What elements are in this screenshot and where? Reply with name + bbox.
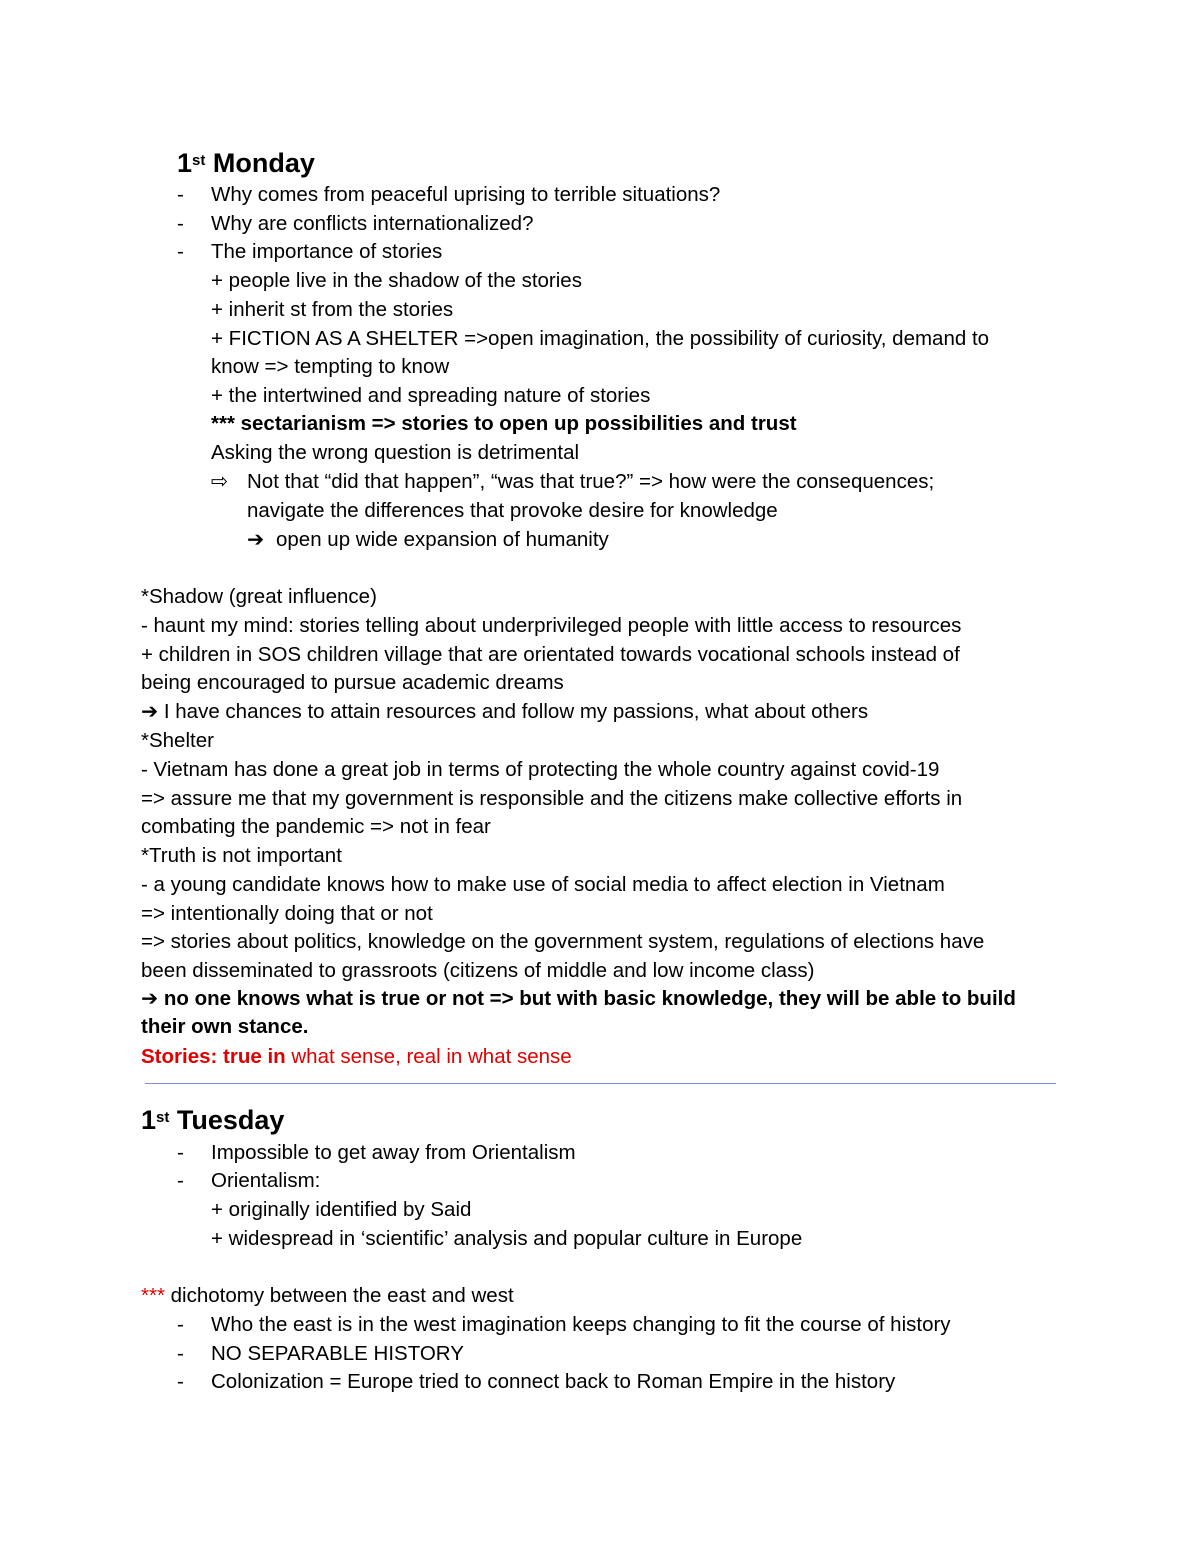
sub-item: + originally identified by Said	[211, 1198, 472, 1221]
dichotomy-line: *** dichotomy between the east and west	[141, 1284, 514, 1307]
section-divider	[145, 1083, 1056, 1084]
heading-word: Tuesday	[169, 1105, 285, 1135]
list-item: Why are conflicts internationalized?	[211, 212, 534, 235]
note-title-shadow: *Shadow (great influence)	[141, 585, 377, 608]
bullet-dash: -	[177, 183, 184, 206]
sub-item: + FICTION AS A SHELTER =>open imagination, the possibility of curiosity, demand to	[211, 327, 990, 350]
bold-key-point: *** sectarianism => stories to open up possibilities and trust	[211, 412, 797, 435]
note-line: - haunt my mind: stories telling about underprivileged people with little access to resources	[141, 614, 962, 637]
bullet-dash: -	[177, 240, 184, 263]
bullet-dash: -	[177, 1370, 184, 1393]
list-item: Why comes from peaceful uprising to terrible situations?	[211, 183, 721, 206]
heading-superscript: st	[192, 152, 206, 169]
monday-heading	[177, 146, 315, 180]
arrow-right-outline-icon: ⇨	[211, 470, 229, 493]
list-item: Who the east is in the west imagination keeps changing to fit the course of history	[211, 1313, 951, 1336]
bullet-dash: -	[177, 1313, 184, 1336]
sub-item: know => tempting to know	[211, 355, 450, 378]
arrow-point-line: Not that “did that happen”, “was that true?” => how were the consequences;	[247, 470, 935, 493]
arrow-right-bold-icon: ➔	[247, 528, 265, 551]
note-line: ➔ I have chances to attain resources and follow my passions, what about others	[141, 700, 869, 723]
arrow-right-bold-icon: ➔	[141, 700, 159, 723]
sub-item: + the intertwined and spreading nature of stories	[211, 384, 651, 407]
heading-number: 1	[141, 1105, 157, 1135]
arrow-point-line: navigate the differences that provoke desire for knowledge	[247, 499, 778, 522]
arrow-right-bold-icon: ➔	[141, 987, 159, 1010]
note-line: being encouraged to pursue academic dreams	[141, 671, 564, 694]
note-line: - a young candidate knows how to make use of social media to affect election in Vietnam	[141, 873, 945, 896]
note-line: + children in SOS children village that are orientated towards vocational schools instead of	[141, 643, 960, 666]
note-line: been disseminated to grassroots (citizens of middle and low income class)	[141, 959, 815, 982]
sub-item: + inherit st from the stories	[211, 298, 454, 321]
note-line: => stories about politics, knowledge on the government system, regulations of elections have	[141, 930, 985, 953]
note-line: - Vietnam has done a great job in terms of protecting the whole country against covid-19	[141, 758, 940, 781]
arrow-point-line: open up wide expansion of humanity	[276, 528, 609, 551]
sub-item: + widespread in ‘scientific’ analysis and popular culture in Europe	[211, 1227, 803, 1250]
note-title-truth: *Truth is not important	[141, 844, 342, 867]
note-bold-line: ➔ no one knows what is true or not => but with basic knowledge, they will be able to build	[141, 987, 1016, 1010]
list-item: NO SEPARABLE HISTORY	[211, 1342, 464, 1365]
bullet-dash: -	[177, 1169, 184, 1192]
tuesday-heading	[141, 1103, 284, 1137]
asking-line: Asking the wrong question is detrimental	[211, 441, 580, 464]
list-item: Colonization = Europe tried to connect back to Roman Empire in the history	[211, 1370, 896, 1393]
bullet-dash: -	[177, 1141, 184, 1164]
heading-word: Monday	[205, 148, 315, 178]
heading-number: 1	[177, 148, 193, 178]
note-line: => intentionally doing that or not	[141, 902, 433, 925]
note-bold-line: their own stance.	[141, 1015, 309, 1038]
bullet-dash: -	[177, 1342, 184, 1365]
sub-item: + people live in the shadow of the stories	[211, 269, 582, 292]
list-item: Impossible to get away from Orientalism	[211, 1141, 576, 1164]
note-line: => assure me that my government is responsible and the citizens make collective efforts in	[141, 787, 963, 810]
heading-superscript: st	[156, 1109, 170, 1126]
stories-red-line: Stories: true in what sense, real in what sense	[141, 1045, 572, 1068]
note-line: combating the pandemic => not in fear	[141, 815, 491, 838]
list-item: Orientalism:	[211, 1169, 321, 1192]
list-item: The importance of stories	[211, 240, 443, 263]
note-title-shelter: *Shelter	[141, 729, 214, 752]
bullet-dash: -	[177, 212, 184, 235]
